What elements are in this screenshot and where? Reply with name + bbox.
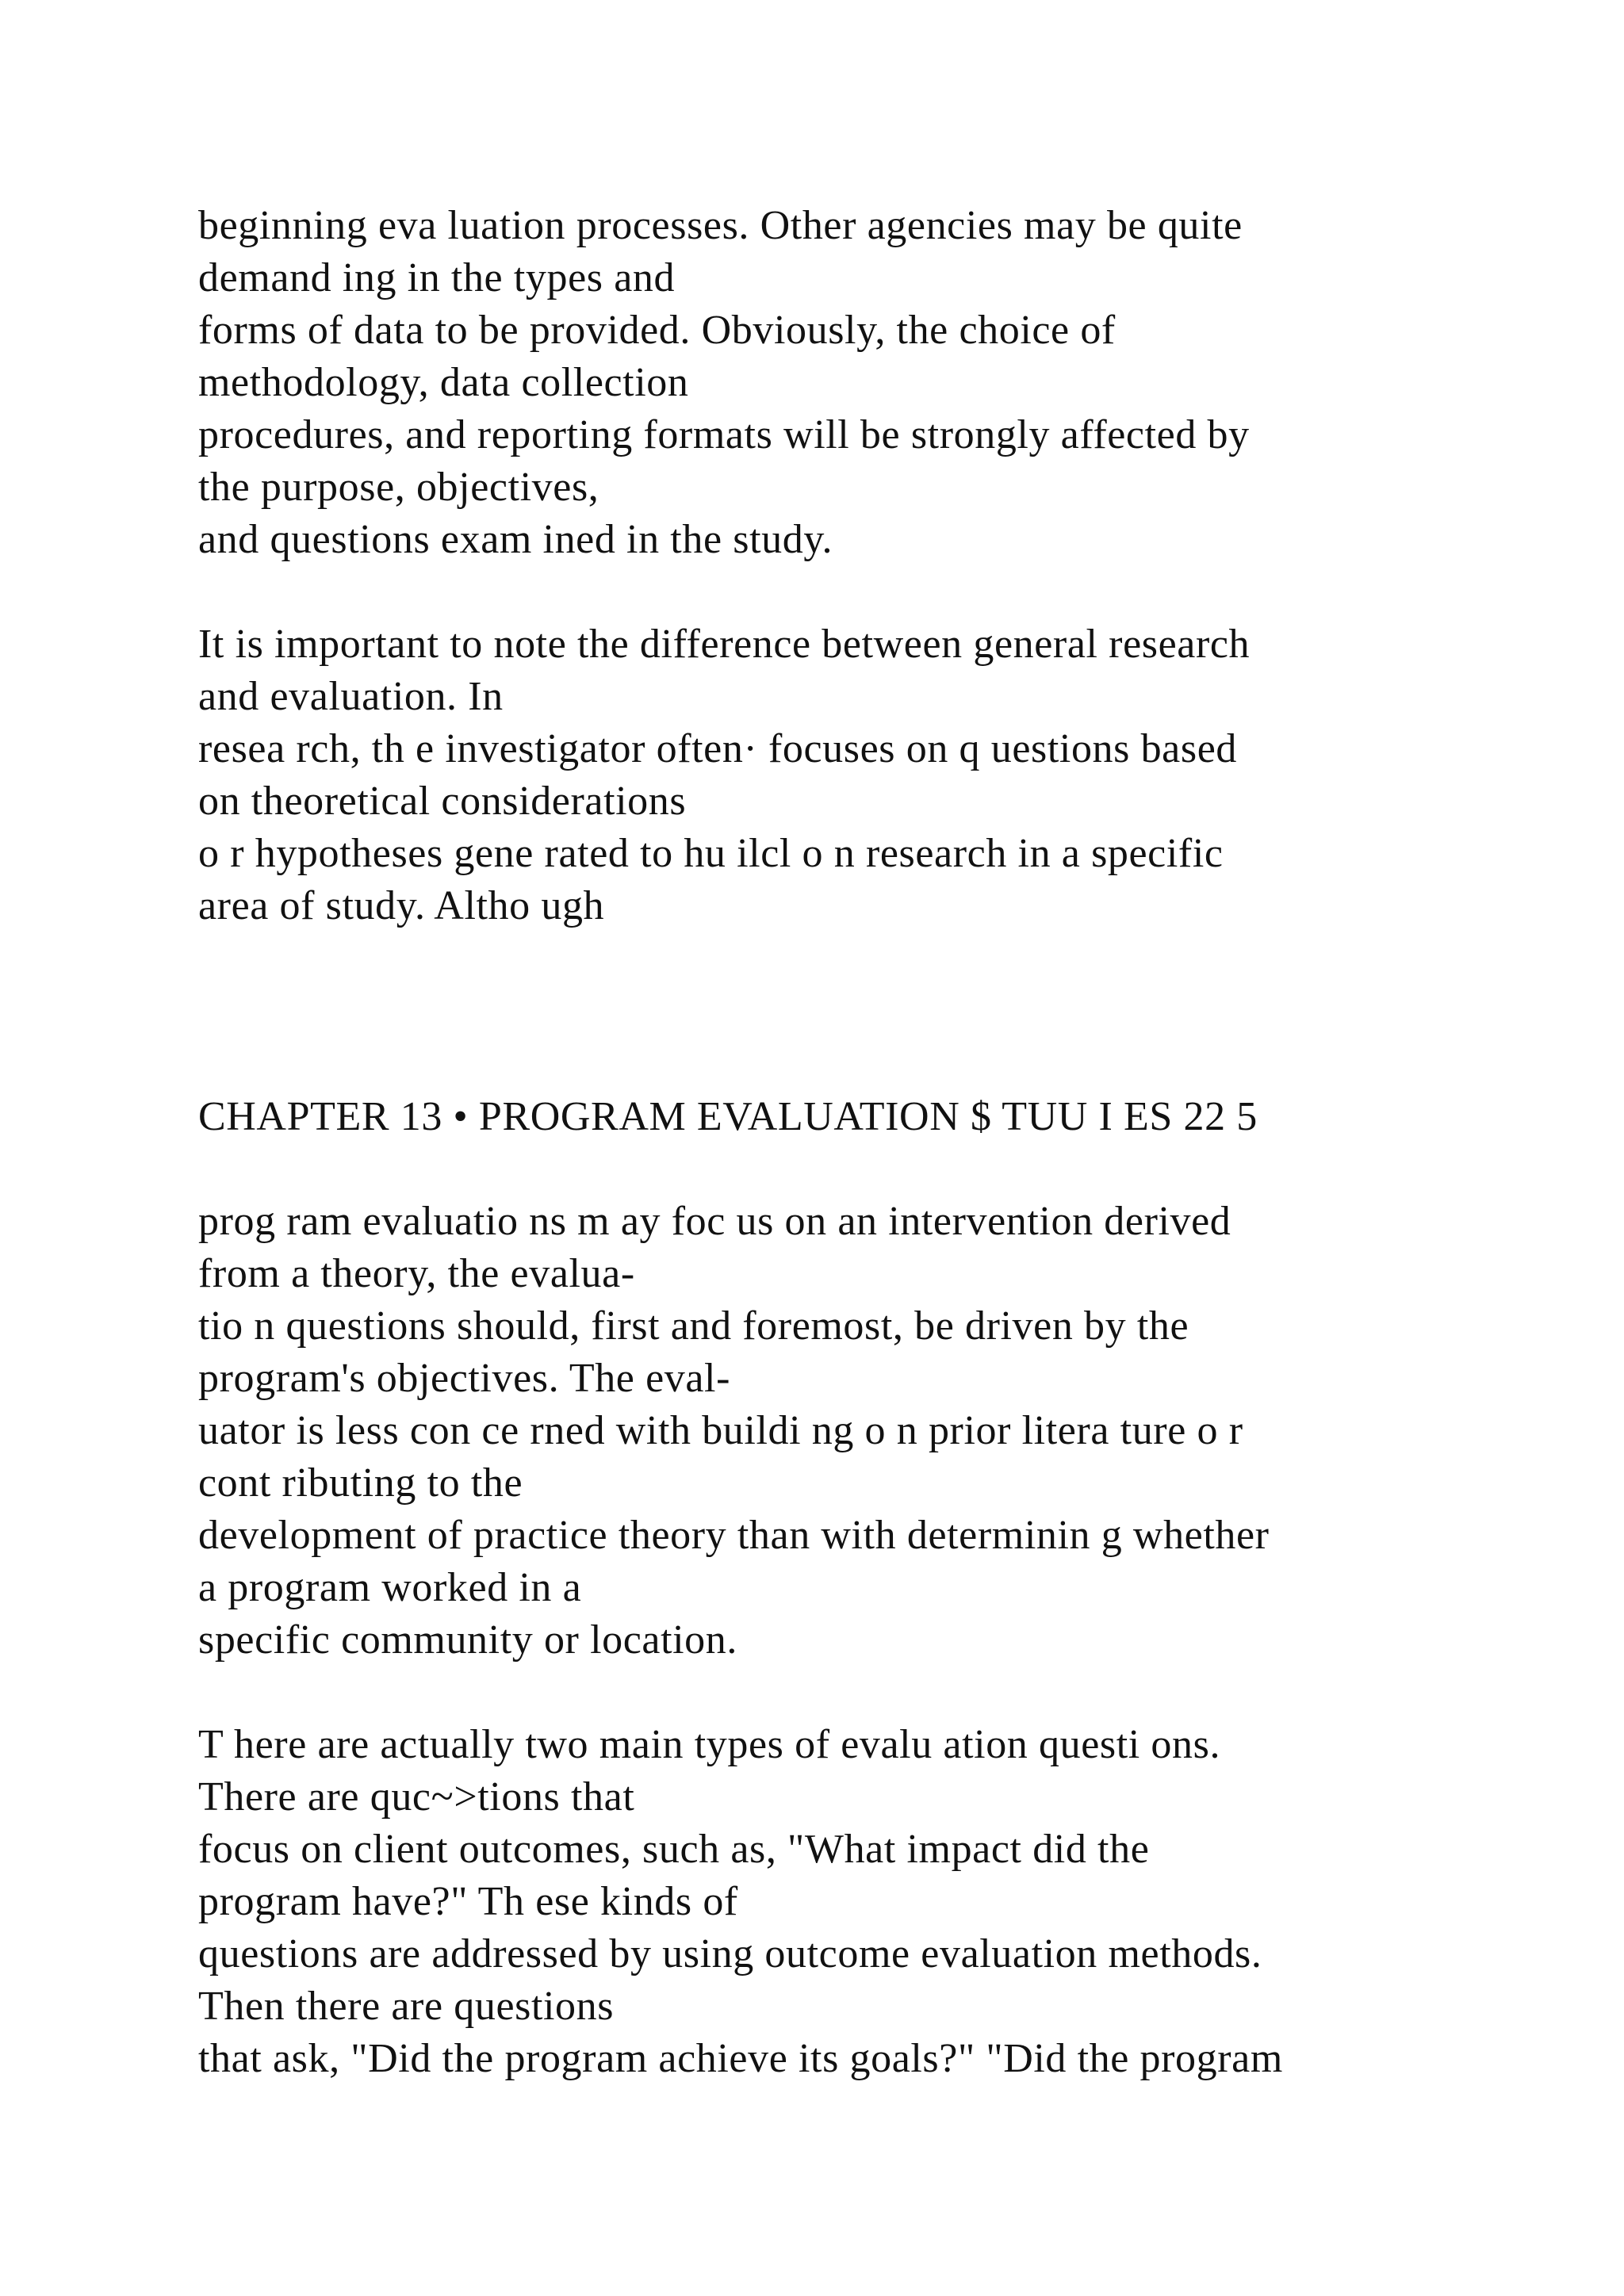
text-line: demand ing in the types and — [198, 255, 676, 300]
text-line: and questions exam ined in the study. — [198, 517, 833, 562]
text-line: T here are actually two main types of evalu ation questi ons. — [198, 1722, 1221, 1767]
text-line: forms of data to be provided. Obviously, the choice of — [198, 308, 1116, 353]
paragraph-4 — [198, 1719, 1546, 2085]
paragraph-2 — [198, 618, 1546, 932]
text-line: development of practice theory than with determinin g whether — [198, 1513, 1270, 1558]
text-line: prog ram evaluatio ns m ay foc us on an intervention derived — [198, 1199, 1231, 1244]
text-line: It is important to note the difference between general research — [198, 622, 1251, 667]
text-line: cont ributing to the — [198, 1460, 523, 1506]
text-line: procedures, and reporting formats will be strongly affected by — [198, 412, 1250, 457]
paragraph-spacer — [198, 566, 1546, 618]
text-line: program have?" Th ese kinds of — [198, 1879, 738, 1924]
text-line: and evaluation. In — [198, 674, 504, 719]
text-line: There are quc~>tions that — [198, 1774, 635, 1820]
text-line: program's objectives. The eval- — [198, 1356, 731, 1401]
text-line: a program worked in a — [198, 1565, 582, 1610]
paragraph-spacer — [198, 1143, 1546, 1196]
text-line: the purpose, objectives, — [198, 465, 599, 510]
paragraph-1 — [198, 200, 1546, 566]
page-break-spacer — [198, 932, 1546, 1091]
text-line: questions are addressed by using outcome evaluation methods. — [198, 1931, 1262, 1976]
text-line: specific community or location. — [198, 1617, 737, 1663]
text-line: Then there are questions — [198, 1984, 615, 2029]
text-line: from a theory, the evalua- — [198, 1251, 635, 1296]
paragraph-3 — [198, 1196, 1546, 1667]
running-header — [198, 1091, 1546, 1143]
text-line: resea rch, th e investigator often· focuses on q uestions based — [198, 726, 1237, 771]
text-line: beginning eva luation processes. Other agencies may be quite — [198, 203, 1243, 248]
text-line: on theoretical considerations — [198, 779, 687, 824]
running-header-text: CHAPTER 13 • PROGRAM EVALUATION $ TUU I ES 22 5 — [198, 1094, 1258, 1139]
text-line: area of study. Altho ugh — [198, 883, 605, 928]
text-line: methodology, data collection — [198, 360, 689, 405]
paragraph-spacer — [198, 1667, 1546, 1719]
text-line: uator is less con ce rned with buildi ng o n prior litera ture o r — [198, 1408, 1243, 1453]
text-line: tio n questions should, first and foremost, be driven by the — [198, 1303, 1189, 1349]
text-line: that ask, "Did the program achieve its goals?" "Did the program — [198, 2036, 1283, 2081]
text-line: o r hypotheses gene rated to hu ilcl o n research in a specific — [198, 831, 1224, 876]
text-line: focus on client outcomes, such as, "What impact did the — [198, 1827, 1150, 1872]
document-page — [198, 200, 1546, 2085]
